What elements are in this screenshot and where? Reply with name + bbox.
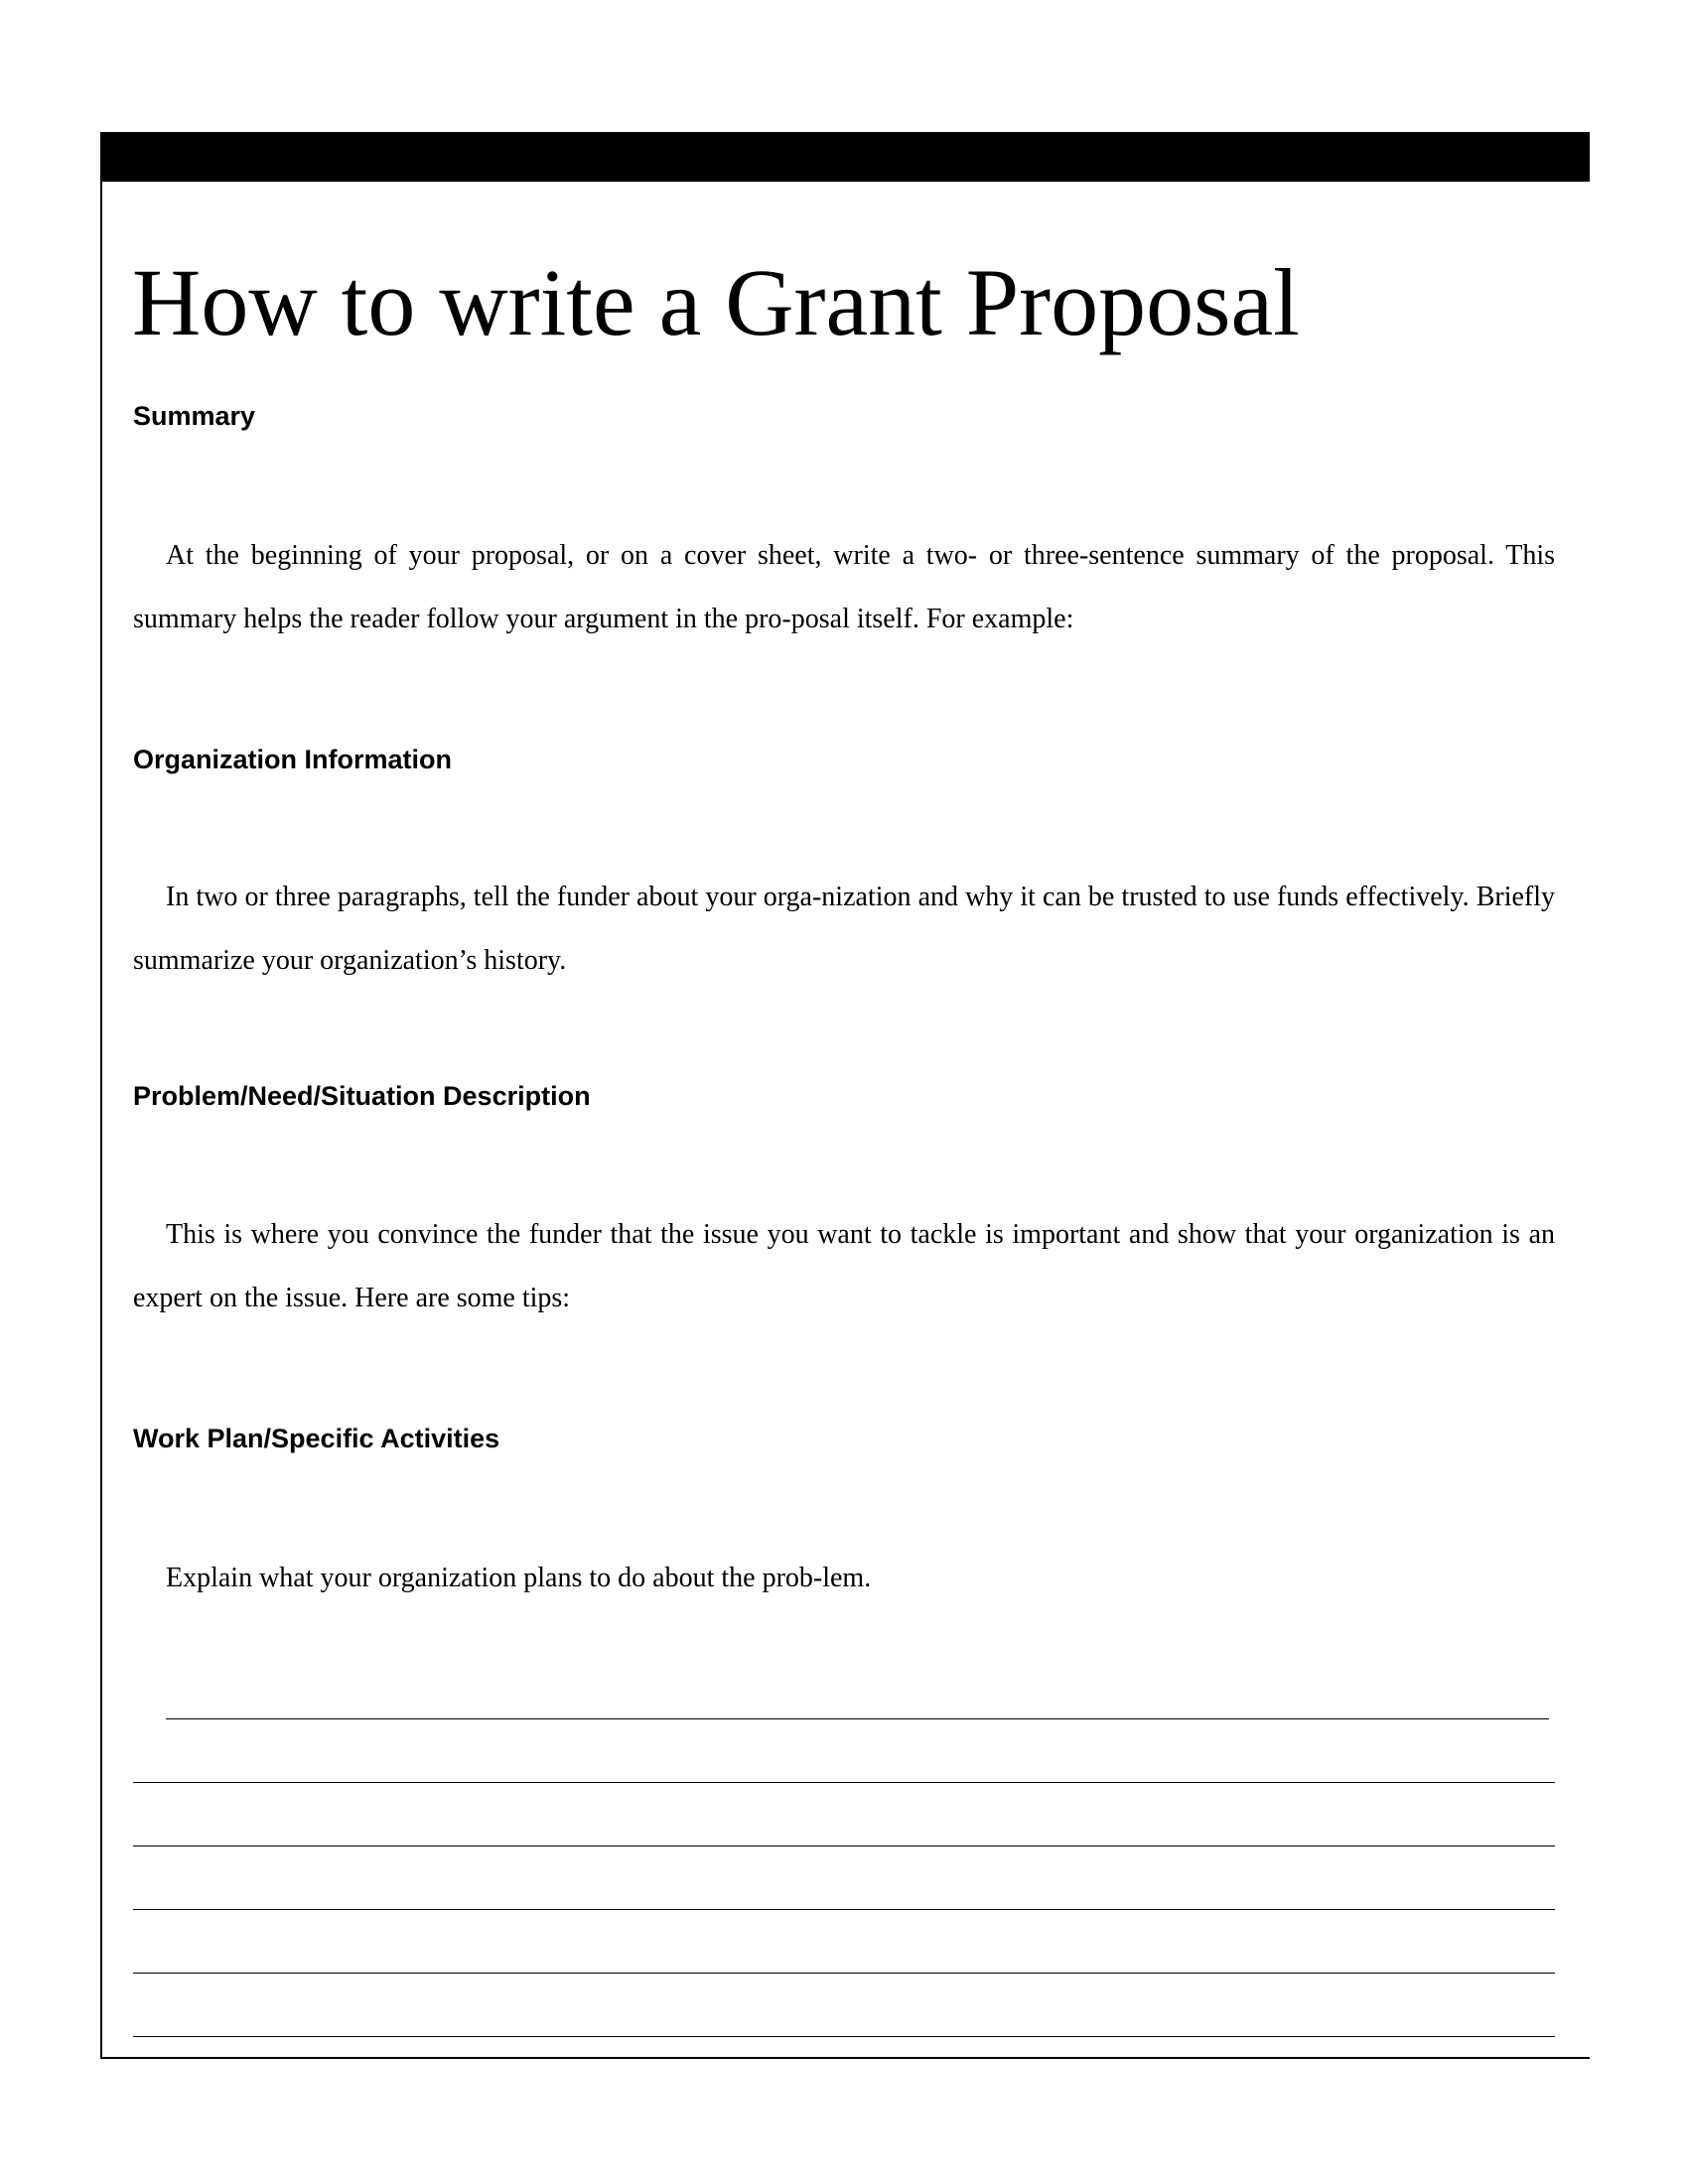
section-body-problem-description: This is where you convince the funder that the issue you want to tackle is important and show that your organization is an expert on the issue. Here are some tips: xyxy=(133,1219,1555,1313)
section-body-organization-information: In two or three paragraphs, tell the funder about your orga-nization and why it can be trusted to use funds effectively. Briefly summarize your organization’s history. xyxy=(133,882,1555,976)
section-heading-problem-description: Problem/Need/Situation Description xyxy=(133,1081,591,1111)
writing-line[interactable] xyxy=(133,2036,1555,2037)
section-heading-summary: Summary xyxy=(133,401,256,431)
section-heading-organization-information: Organization Information xyxy=(133,745,452,774)
writing-line[interactable] xyxy=(133,1973,1555,1974)
section-body-summary: At the beginning of your proposal, or on a cover sheet, write a two- or three-sentence summary of the proposal. This summary helps the reader follow your argument in the pro-posal itself. For example: xyxy=(133,540,1555,634)
writing-line[interactable] xyxy=(133,1782,1555,1783)
header-bar xyxy=(100,132,1590,182)
writing-line[interactable] xyxy=(166,1718,1549,1719)
section-body-work-plan: Explain what your organization plans to do about the prob-lem. xyxy=(166,1563,872,1593)
page-title: How to write a Grant Proposal xyxy=(132,249,1300,355)
writing-line[interactable] xyxy=(133,1909,1555,1910)
writing-line[interactable] xyxy=(133,1845,1555,1846)
section-heading-work-plan: Work Plan/Specific Activities xyxy=(133,1424,500,1453)
